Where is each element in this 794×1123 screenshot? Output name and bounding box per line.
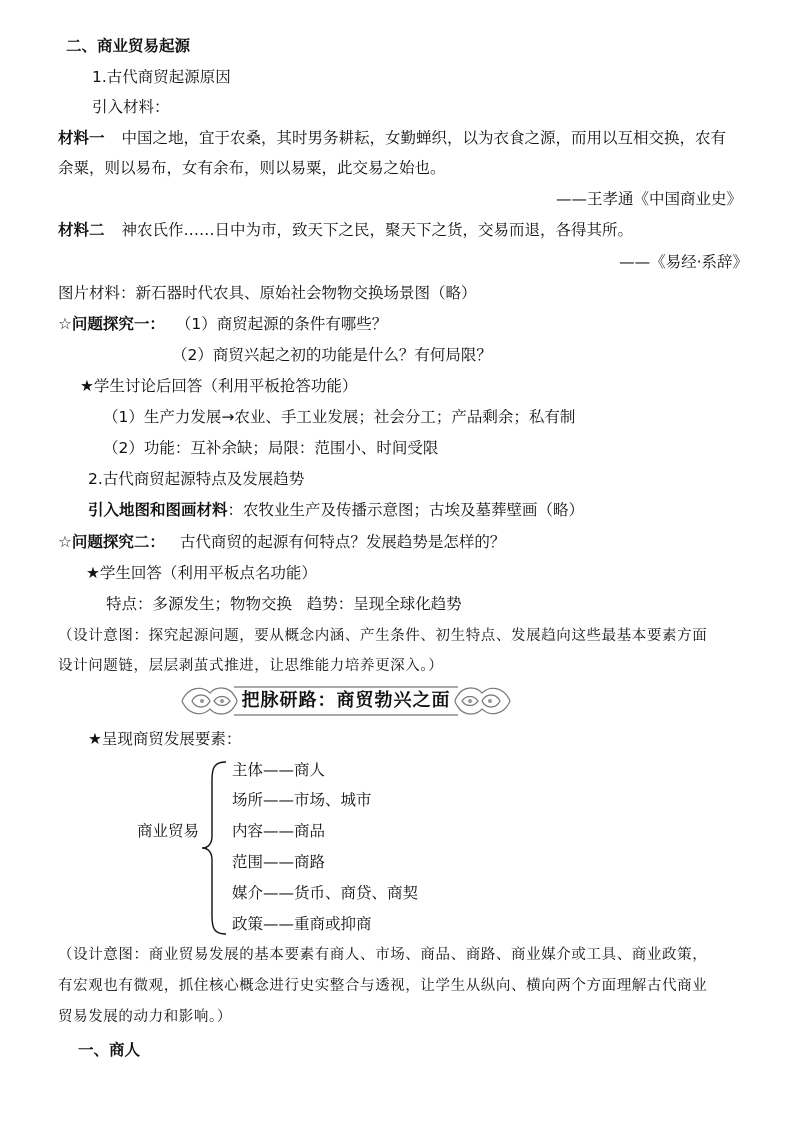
material-1-label: 材料一 xyxy=(58,129,105,147)
brace-label: 商业贸易 xyxy=(137,822,200,840)
material-1-line-2: 余粟，则以易布，女有余布，则以易粟，此交易之始也。 xyxy=(58,159,446,177)
material-2-label: 材料二 xyxy=(58,221,105,239)
intro-2-bold: 引入地图和图画材料 xyxy=(88,501,228,519)
question-2-text: 古代商贸的起源有何特点？发展趋势是怎样的？ xyxy=(179,533,506,551)
design-note-1-line-2: 设计问题链，层层剥茧式推进，让思维能力培养更深入。） xyxy=(58,658,444,674)
material-1-source: ——王孝通《中国商业史》 xyxy=(555,190,742,208)
element-item: 主体——商人 xyxy=(232,761,326,779)
subsection-1: 1.古代商贸起源原因 xyxy=(92,68,231,86)
question-1-label: ☆问题探究一： xyxy=(58,315,165,333)
design-note-1-line-1: （设计意图：探究起源问题，要从概念内涵、产生条件、初生特点、发展趋向这些最基本要素方面 xyxy=(58,628,708,644)
intro-material: 引入材料： xyxy=(92,98,170,116)
banner-title: 把脉研路：商贸勃兴之面 xyxy=(241,690,451,711)
element-item: 媒介——货币、商贷、商契 xyxy=(232,884,419,902)
element-item: 场所——市场、城市 xyxy=(232,791,372,809)
picture-material: 图片材料：新石器时代农具、原始社会物物交换场景图（略） xyxy=(58,284,477,302)
element-item: 范围——商路 xyxy=(232,853,326,871)
question-1-b: （2）商贸兴起之初的功能是什么？有何局限？ xyxy=(172,346,492,364)
question-2 xyxy=(58,532,505,552)
answer-2-heading: ★学生回答（利用平板点名功能） xyxy=(86,564,317,582)
answer-1-item-2: （2）功能：互补余缺；局限：范围小、时间受限 xyxy=(103,439,439,457)
curly-brace xyxy=(200,760,230,936)
question-1-a: （1）商贸起源的条件有哪些？ xyxy=(175,315,388,333)
design-note-2-line-3: 贸易发展的动力和影响。） xyxy=(58,1009,232,1025)
material-2-text: 神农氏作……日中为市，致天下之民，聚天下之货，交易而退，各得其所。 xyxy=(121,221,633,239)
element-item: 政策——重商或抑商 xyxy=(232,915,372,933)
design-note-2-line-2: 有宏观也有微观，抓住核心概念进行史实整合与透视，让学生从纵向、横向两个方面理解古代商业 xyxy=(58,978,708,994)
section-banner xyxy=(178,683,514,719)
element-item: 内容——商品 xyxy=(232,822,326,840)
section-heading: 二、商业贸易起源 xyxy=(66,37,191,55)
elements-heading: ★呈现商贸发展要素： xyxy=(88,730,242,748)
answer-1-heading: ★学生讨论后回答（利用平板抢答功能） xyxy=(80,377,358,395)
subsection-2: 2.古代商贸起源特点及发展趋势 xyxy=(88,470,305,488)
design-note-2-line-1: （设计意图：商业贸易发展的基本要素有商人、市场、商品、商路、商业媒介或工具、商业政策， xyxy=(58,947,708,963)
intro-material-2 xyxy=(88,500,584,520)
material-1-line-1 xyxy=(58,128,726,148)
question-2-label: ☆问题探究二： xyxy=(58,533,165,551)
answer-2: 特点：多源发生；物物交换 趋势：呈现全球化趋势 xyxy=(106,595,462,613)
material-2-source: ——《易经·系辞》 xyxy=(619,253,748,271)
answer-1-item-1: （1）生产力发展→农业、手工业发展；社会分工；产品剩余；私有制 xyxy=(103,408,576,426)
question-1 xyxy=(58,314,387,334)
intro-2-rest: ：农牧业生产及传播示意图；古埃及墓葬壁画（略） xyxy=(227,501,585,519)
material-1-text: 中国之地，宜于农桑，其时男务耕耘，女勤蝉织，以为衣食之源，而用以互相交换，农有 xyxy=(121,129,726,147)
material-2 xyxy=(58,220,633,240)
final-heading: 一、商人 xyxy=(78,1041,141,1059)
